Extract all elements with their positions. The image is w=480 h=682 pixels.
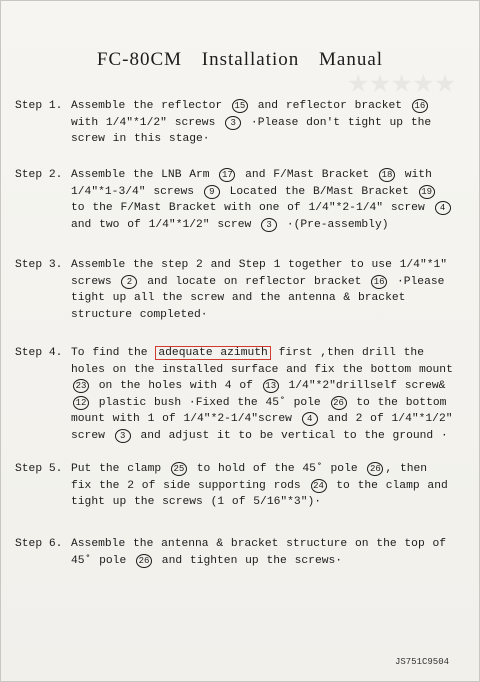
part-number-badge: 19	[419, 185, 435, 199]
step-text-run: Assemble the antenna & bracket structure on the top of 45˚ pole	[71, 538, 447, 567]
step-4	[15, 345, 455, 444]
step-text-run: with 1/4"*1-3/4" screws	[71, 169, 432, 198]
step-text-run: To find the	[71, 347, 156, 359]
background-watermark-icon: ★★★★★	[348, 71, 457, 96]
page-title: FC-80CM Installation Manual	[96, 49, 384, 70]
step-2	[15, 167, 455, 233]
part-number-badge: 18	[379, 168, 395, 182]
part-number-badge: 2	[121, 275, 137, 289]
step-text-run: and reflector bracket	[249, 100, 410, 112]
step-text-run: to the F/Mast Bracket with one of 1/4"*2-1/4" screw	[71, 202, 433, 214]
step-6	[15, 536, 455, 569]
step-text-run: and locate on reflector bracket	[139, 275, 370, 288]
step-label: Step 1.	[15, 100, 63, 112]
step-label: Step 5.	[15, 463, 63, 475]
step-text	[71, 98, 455, 148]
part-number-badge: 26	[331, 396, 347, 410]
highlighted-phrase: adequate azimuth	[155, 346, 270, 360]
document-code: JS751C9504	[394, 657, 449, 667]
step-label: Step 6.	[15, 538, 63, 550]
step-text-run: and adjust it to be vertical to the ground ·	[132, 429, 448, 442]
step-5	[15, 461, 455, 511]
step-text	[71, 461, 455, 511]
step-text	[71, 257, 455, 323]
step-text-run: first ,then drill the holes on the installed surface and fix the bottom mount	[71, 347, 453, 376]
part-number-badge: 24	[311, 479, 327, 493]
step-text-run: Assemble the LNB Arm	[71, 169, 218, 181]
step-text-run: to the bottom mount with 1 of 1/4"*2-1/4"screw	[71, 396, 447, 425]
step-text-run: ·Please tight up all the screw and the antenna & bracket structure completed·	[71, 275, 445, 321]
part-number-badge: 9	[204, 185, 220, 199]
part-number-badge: 26	[367, 462, 383, 476]
step-text-run: and F/Mast Bracket	[237, 169, 377, 181]
step-text-run: on the holes with 4 of	[91, 380, 261, 392]
step-text-run: Put the clamp	[71, 463, 169, 475]
step-text-run: to the clamp and tight up the screws (1 of 5/16"*3")·	[71, 479, 448, 508]
part-number-badge: 3	[261, 218, 277, 232]
step-label: Step 2.	[15, 169, 63, 181]
part-number-badge: 23	[73, 379, 89, 393]
step-text-run: ·(Pre-assembly)	[279, 218, 389, 231]
step-text-run: Located the B/Mast Bracket	[221, 185, 417, 198]
part-number-badge: 3	[115, 429, 131, 443]
step-text-run: Assemble the reflector	[71, 100, 230, 112]
part-number-badge: 13	[263, 379, 279, 393]
step-text-run: , then fix the 2 of side supporting rods	[71, 463, 428, 492]
part-number-badge: 15	[232, 99, 248, 113]
step-text-run: with 1/4"*1/2" screws	[71, 116, 224, 129]
step-text-run: and tighten up the screws·	[154, 554, 343, 567]
step-1	[15, 98, 455, 148]
part-number-badge: 16	[371, 275, 387, 289]
part-number-badge: 12	[73, 396, 89, 410]
step-text-run: 1/4"*2"drillself screw&	[280, 380, 446, 392]
step-text-run: and 2 of 1/4"*1/2" screw	[71, 413, 453, 442]
step-text-run: plastic bush ·Fixed the 45˚ pole	[91, 396, 329, 409]
part-number-badge: 4	[435, 201, 451, 215]
step-3	[15, 257, 455, 323]
step-text-run: Assemble the step 2 and Step 1 together to use 1/4"*1" screws	[71, 259, 448, 288]
part-number-badge: 4	[302, 412, 318, 426]
step-text-run: and two of 1/4"*1/2" screw	[71, 218, 260, 231]
part-number-badge: 26	[136, 554, 152, 568]
part-number-badge: 17	[219, 168, 235, 182]
step-label: Step 3.	[15, 259, 63, 271]
step-text	[71, 167, 455, 233]
part-number-badge: 3	[225, 116, 241, 130]
step-label: Step 4.	[15, 347, 63, 359]
part-number-badge: 16	[412, 99, 428, 113]
step-text	[71, 536, 455, 569]
step-text-run: to hold of the 45˚ pole	[188, 463, 366, 475]
part-number-badge: 25	[171, 462, 187, 476]
step-text	[71, 345, 455, 444]
step-text-run: ·Please don't tight up the screw in this stage·	[71, 116, 432, 145]
